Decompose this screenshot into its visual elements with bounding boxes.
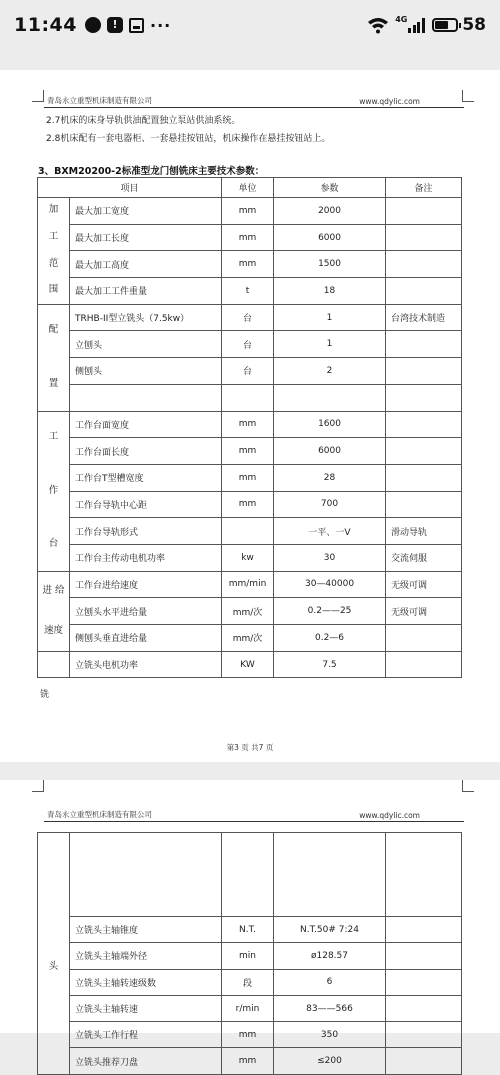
paragraph-line: 2.8机床配有一套电器柜、一套悬挂按钮站，机床操作在悬挂按钮站上。 bbox=[46, 134, 331, 144]
note-cell bbox=[386, 917, 462, 943]
item-cell: 工作台面宽度 bbox=[70, 411, 222, 438]
table-row bbox=[38, 358, 462, 385]
param-cell: N.T.50# 7:24 bbox=[274, 917, 386, 943]
group-label-char: 头 bbox=[48, 961, 59, 972]
network-type: 4G bbox=[395, 14, 408, 24]
note-cell bbox=[386, 833, 462, 917]
param-cell: 7.5 bbox=[274, 651, 386, 678]
param-cell: 1 bbox=[274, 331, 386, 358]
group-label-char: 围 bbox=[48, 284, 59, 296]
note-cell: 滑动导轨 bbox=[386, 518, 462, 545]
param-cell: 83——566 bbox=[274, 995, 386, 1021]
note-cell bbox=[386, 251, 462, 278]
column-header-unit: 单位 bbox=[222, 178, 274, 198]
unit-cell: mm bbox=[222, 411, 274, 438]
chat-bubble-icon bbox=[85, 17, 101, 33]
group-feed-speed bbox=[38, 571, 70, 651]
group-label-char: 进 给 bbox=[42, 584, 65, 596]
note-cell bbox=[386, 384, 462, 411]
group-label-char: 台 bbox=[48, 538, 59, 549]
group-label-char: 配 bbox=[48, 324, 59, 336]
unit-cell: mm bbox=[222, 1022, 274, 1048]
note-cell bbox=[386, 331, 462, 358]
note-cell bbox=[386, 464, 462, 491]
param-cell: 1500 bbox=[274, 251, 386, 278]
note-cell bbox=[386, 625, 462, 652]
unit-cell: mm bbox=[222, 438, 274, 465]
param-cell: 30—40000 bbox=[274, 571, 386, 598]
page-corner-mark bbox=[32, 90, 44, 102]
table-row bbox=[38, 969, 462, 995]
param-cell: 28 bbox=[274, 464, 386, 491]
table-row bbox=[38, 571, 462, 598]
group-label-char: 速度 bbox=[43, 624, 63, 636]
note-cell: 无级可调 bbox=[386, 598, 462, 625]
item-cell: 立刨头水平进给量 bbox=[70, 598, 222, 625]
note-cell bbox=[386, 438, 462, 465]
unit-cell: mm bbox=[222, 1048, 274, 1074]
param-cell: 350 bbox=[274, 1022, 386, 1048]
unit-cell: mm/次 bbox=[222, 598, 274, 625]
table-row bbox=[38, 464, 462, 491]
note-cell bbox=[386, 943, 462, 969]
unit-cell bbox=[222, 833, 274, 917]
spec-table bbox=[37, 177, 462, 678]
table-row bbox=[38, 943, 462, 969]
item-cell: 工作台面长度 bbox=[70, 438, 222, 465]
battery-icon bbox=[432, 18, 458, 32]
note-cell bbox=[386, 198, 462, 225]
document-page-3[interactable] bbox=[0, 70, 500, 762]
table-row bbox=[38, 224, 462, 251]
item-cell: 立铣头主轴锥度 bbox=[70, 917, 222, 943]
note-cell bbox=[386, 1022, 462, 1048]
item-cell: 最大加工长度 bbox=[70, 224, 222, 251]
item-cell: 立铣头电机功率 bbox=[70, 651, 222, 678]
status-bar bbox=[0, 0, 500, 50]
item-cell bbox=[70, 384, 222, 411]
table-header-row bbox=[38, 178, 462, 198]
item-cell: 侧刨头垂直进给量 bbox=[70, 625, 222, 652]
table-row bbox=[38, 304, 462, 331]
table-row bbox=[38, 491, 462, 518]
table-row bbox=[38, 625, 462, 652]
table-row bbox=[38, 411, 462, 438]
column-header-item: 项目 bbox=[38, 178, 222, 198]
table-row bbox=[38, 917, 462, 943]
unit-cell: 段 bbox=[222, 969, 274, 995]
item-cell: TRHB-II型立铣头（7.5kw） bbox=[70, 304, 222, 331]
table-row bbox=[38, 1048, 462, 1074]
table-row bbox=[38, 331, 462, 358]
unit-cell: 台 bbox=[222, 331, 274, 358]
item-cell: 最大加工工件重量 bbox=[70, 278, 222, 305]
item-cell bbox=[70, 833, 222, 917]
note-cell: 交流伺服 bbox=[386, 544, 462, 571]
param-cell: 0.2—6 bbox=[274, 625, 386, 652]
group-label-char: 工 bbox=[48, 431, 59, 443]
unit-cell bbox=[222, 384, 274, 411]
note-cell bbox=[386, 995, 462, 1021]
unit-cell: mm/次 bbox=[222, 625, 274, 652]
param-cell: 30 bbox=[274, 544, 386, 571]
table-row bbox=[38, 598, 462, 625]
unit-cell: kw bbox=[222, 544, 274, 571]
group-label-char: 加 bbox=[48, 204, 59, 216]
section-title: 3、BXM20200-2标准型龙门刨铣床主要技术参数： bbox=[38, 166, 265, 177]
item-cell: 立铣头主轴端外径 bbox=[70, 943, 222, 969]
group-configuration bbox=[38, 304, 70, 411]
item-cell: 工作台T型槽宽度 bbox=[70, 464, 222, 491]
group-empty bbox=[38, 651, 70, 678]
note-cell bbox=[386, 969, 462, 995]
param-cell: 1 bbox=[274, 304, 386, 331]
note-cell bbox=[386, 1048, 462, 1074]
battery-fill bbox=[435, 21, 448, 29]
param-cell: ø128.57 bbox=[274, 943, 386, 969]
param-cell: 6 bbox=[274, 969, 386, 995]
unit-cell: min bbox=[222, 943, 274, 969]
note-cell bbox=[386, 358, 462, 385]
battery-level: 58 bbox=[462, 15, 486, 35]
param-cell: 2000 bbox=[274, 198, 386, 225]
note-cell bbox=[386, 651, 462, 678]
group-label-char: 范 bbox=[48, 257, 59, 269]
param-cell: 6000 bbox=[274, 224, 386, 251]
param-cell bbox=[274, 833, 386, 917]
note-cell: 台湾技术制造 bbox=[386, 304, 462, 331]
group-label-char: 置 bbox=[48, 377, 59, 389]
unit-cell: 台 bbox=[222, 358, 274, 385]
item-cell: 工作台进给速度 bbox=[70, 571, 222, 598]
note-cell bbox=[386, 411, 462, 438]
company-name: 青岛永立重型机床制造有限公司 bbox=[47, 96, 152, 105]
item-cell: 立铣头推荐刀盘 bbox=[70, 1048, 222, 1074]
unit-cell: mm bbox=[222, 491, 274, 518]
table-row bbox=[38, 544, 462, 571]
note-cell: 无级可调 bbox=[386, 571, 462, 598]
table-row bbox=[38, 651, 462, 678]
app-icon bbox=[129, 18, 144, 33]
table-row bbox=[38, 518, 462, 545]
param-cell: 18 bbox=[274, 278, 386, 305]
param-cell: 2 bbox=[274, 358, 386, 385]
group-processing-range bbox=[38, 198, 70, 305]
item-cell: 侧刨头 bbox=[70, 358, 222, 385]
table-row bbox=[38, 995, 462, 1021]
note-cell bbox=[386, 224, 462, 251]
param-cell: 1600 bbox=[274, 411, 386, 438]
note-cell bbox=[386, 278, 462, 305]
param-cell: 700 bbox=[274, 491, 386, 518]
alert-icon: ! bbox=[107, 17, 123, 33]
trailing-text: 铣 bbox=[40, 690, 50, 700]
table-row bbox=[38, 384, 462, 411]
item-cell: 立刨头 bbox=[70, 331, 222, 358]
unit-cell: mm bbox=[222, 198, 274, 225]
table-row bbox=[38, 833, 462, 917]
param-cell bbox=[274, 384, 386, 411]
note-cell bbox=[386, 491, 462, 518]
more-notifications-icon: ··· bbox=[149, 15, 172, 35]
page-header bbox=[44, 808, 464, 822]
group-worktable bbox=[38, 411, 70, 571]
unit-cell: N.T. bbox=[222, 917, 274, 943]
item-cell: 最大加工宽度 bbox=[70, 198, 222, 225]
company-website: www.qdylic.com bbox=[359, 811, 420, 820]
unit-cell: mm bbox=[222, 251, 274, 278]
param-cell: 0.2——25 bbox=[274, 598, 386, 625]
document-page-4[interactable] bbox=[0, 780, 500, 1068]
page-number: 第3 页 共7 页 bbox=[226, 743, 274, 752]
param-cell: 一平、一V bbox=[274, 518, 386, 545]
param-cell: 6000 bbox=[274, 438, 386, 465]
table-row bbox=[38, 251, 462, 278]
signal-icon bbox=[408, 17, 426, 33]
unit-cell: mm bbox=[222, 464, 274, 491]
item-cell: 工作台主传动电机功率 bbox=[70, 544, 222, 571]
column-header-param: 参数 bbox=[274, 178, 386, 198]
company-name: 青岛永立重型机床制造有限公司 bbox=[47, 810, 152, 819]
column-header-note: 备注 bbox=[386, 178, 462, 198]
unit-cell: t bbox=[222, 278, 274, 305]
unit-cell: mm/min bbox=[222, 571, 274, 598]
spec-table-continued bbox=[37, 832, 462, 1075]
clock: 11:44 bbox=[14, 14, 77, 36]
table-row bbox=[38, 1022, 462, 1048]
unit-cell bbox=[222, 518, 274, 545]
unit-cell: 台 bbox=[222, 304, 274, 331]
table-row bbox=[38, 438, 462, 465]
page-corner-mark bbox=[32, 780, 44, 792]
unit-cell: KW bbox=[222, 651, 274, 678]
item-cell: 立铣头主轴转速 bbox=[70, 995, 222, 1021]
group-label-char: 工 bbox=[48, 231, 59, 243]
unit-cell: r/min bbox=[222, 995, 274, 1021]
item-cell: 立铣头工作行程 bbox=[70, 1022, 222, 1048]
page-corner-mark bbox=[462, 780, 474, 792]
item-cell: 工作台导轨中心距 bbox=[70, 491, 222, 518]
page-header bbox=[44, 94, 464, 108]
unit-cell: mm bbox=[222, 224, 274, 251]
param-cell: ≤200 bbox=[274, 1048, 386, 1074]
paragraph-line: 2.7机床的床身导轨供油配置独立泵站供油系统。 bbox=[46, 116, 241, 126]
item-cell: 最大加工高度 bbox=[70, 251, 222, 278]
item-cell: 工作台导轨形式 bbox=[70, 518, 222, 545]
table-row bbox=[38, 198, 462, 225]
table-row bbox=[38, 278, 462, 305]
item-cell: 立铣头主轴转速级数 bbox=[70, 969, 222, 995]
group-milling-head bbox=[38, 833, 70, 1075]
company-website: www.qdylic.com bbox=[359, 97, 420, 106]
group-label-char: 作 bbox=[48, 484, 59, 496]
wifi-icon bbox=[367, 16, 389, 34]
